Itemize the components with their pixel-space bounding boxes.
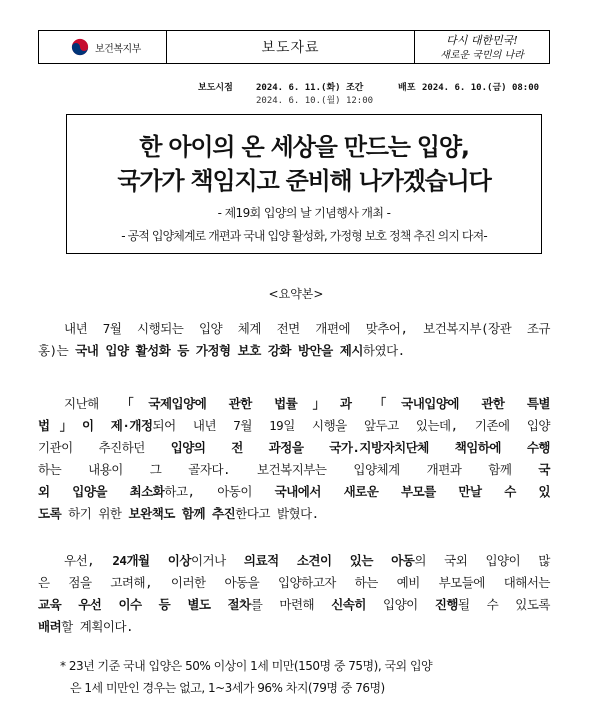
slogan-line1: 다시 대한민국!	[446, 34, 518, 47]
paragraph-3	[38, 550, 550, 638]
doc-type-label: 보도자료	[261, 40, 320, 56]
headline-line2: 국가가 책임지고 준비해 나가겠습니다	[117, 167, 491, 195]
p2-line6: 도록 하기 위한 보완책도 함께 추진한다고 밝혔다.	[38, 506, 319, 521]
ministry-logo	[39, 31, 167, 63]
government-slogan	[414, 31, 549, 63]
embargo-label: 보도시점	[198, 83, 233, 93]
distribution-time: 2024. 6. 10.(금) 08:00	[422, 83, 540, 93]
p2-line3: 기관이 추진하던 입양의 전 과정을 국가.지방자치단체 책임하에 수행	[38, 440, 550, 455]
p2-line1: 지난해 「국제입양에 관한 법률」과 「국내입양에 관한 특별	[64, 396, 550, 411]
slogan-line2: 새로운 국민의 나라	[440, 50, 524, 61]
subheadline-2: - 공적 입양체계로 개편과 국내 입양 활성화, 가정형 보호 정책 추진 의지 다져-	[121, 229, 487, 243]
p3-line4: 배려할 계획이다.	[38, 619, 134, 634]
p3-line2: 은 점을 고려해, 이러한 아동을 입양하고자 하는 예비 부모들에 대해서는	[38, 575, 550, 590]
paragraph-1	[38, 318, 550, 362]
summary-label: <요약본>	[268, 287, 324, 301]
taegeuk-emblem-icon	[71, 38, 89, 56]
p3-line3: 교육 우선 이수 등 별도 절차를 마련해 신속히 입양이 진행될 수 있도록	[38, 597, 550, 612]
headline-box	[66, 114, 542, 254]
subheadline-1: - 제19회 입양의 날 기념행사 개최 -	[217, 206, 391, 220]
embargo-print-time: 2024. 6. 11.(화) 조간	[256, 83, 364, 93]
footnote-line2: 은 1세 미만인 경우는 없고, 1~3세가 96% 차지(79명 중 76명)	[70, 681, 385, 695]
headline-line1: 한 아이의 온 세상을 만드는 입양,	[139, 133, 469, 161]
embargo-online-time: 2024. 6. 10.(월) 12:00	[256, 96, 374, 106]
p2-line4: 하는 내용이 그 골자다. 보건복지부는 입양체계 개편과 함께 국	[38, 462, 550, 477]
paragraph-2	[38, 393, 550, 525]
p3-line1: 우선, 24개월 이상이거나 의료적 소견이 있는 아동의 국외 입양이 많	[64, 553, 550, 568]
p2-line2: 법」이 제·개정되어 내년 7월 19일 시행을 앞두고 있는데, 기존에 입양	[38, 418, 550, 433]
p1-line1: 내년 7월 시행되는 입양 체계 전면 개편에 맞추어, 보건복지부(장관 조규	[64, 321, 550, 336]
footnote-line1: * 23년 기준 국내 입양은 50% 이상이 1세 미만(150명 중 75명), 국외 입양	[60, 659, 433, 673]
press-header	[38, 30, 550, 64]
p2-line5: 외 입양을 최소화하고, 아동이 국내에서 새로운 부모를 만날 수 있	[38, 484, 551, 499]
ministry-name: 보건복지부	[95, 43, 141, 55]
footnote	[60, 655, 550, 699]
p1-line2: 홍)는 국내 입양 활성화 등 가정형 보호 강화 방안을 제시하였다.	[38, 343, 405, 358]
distribution-label: 배포	[398, 83, 416, 93]
